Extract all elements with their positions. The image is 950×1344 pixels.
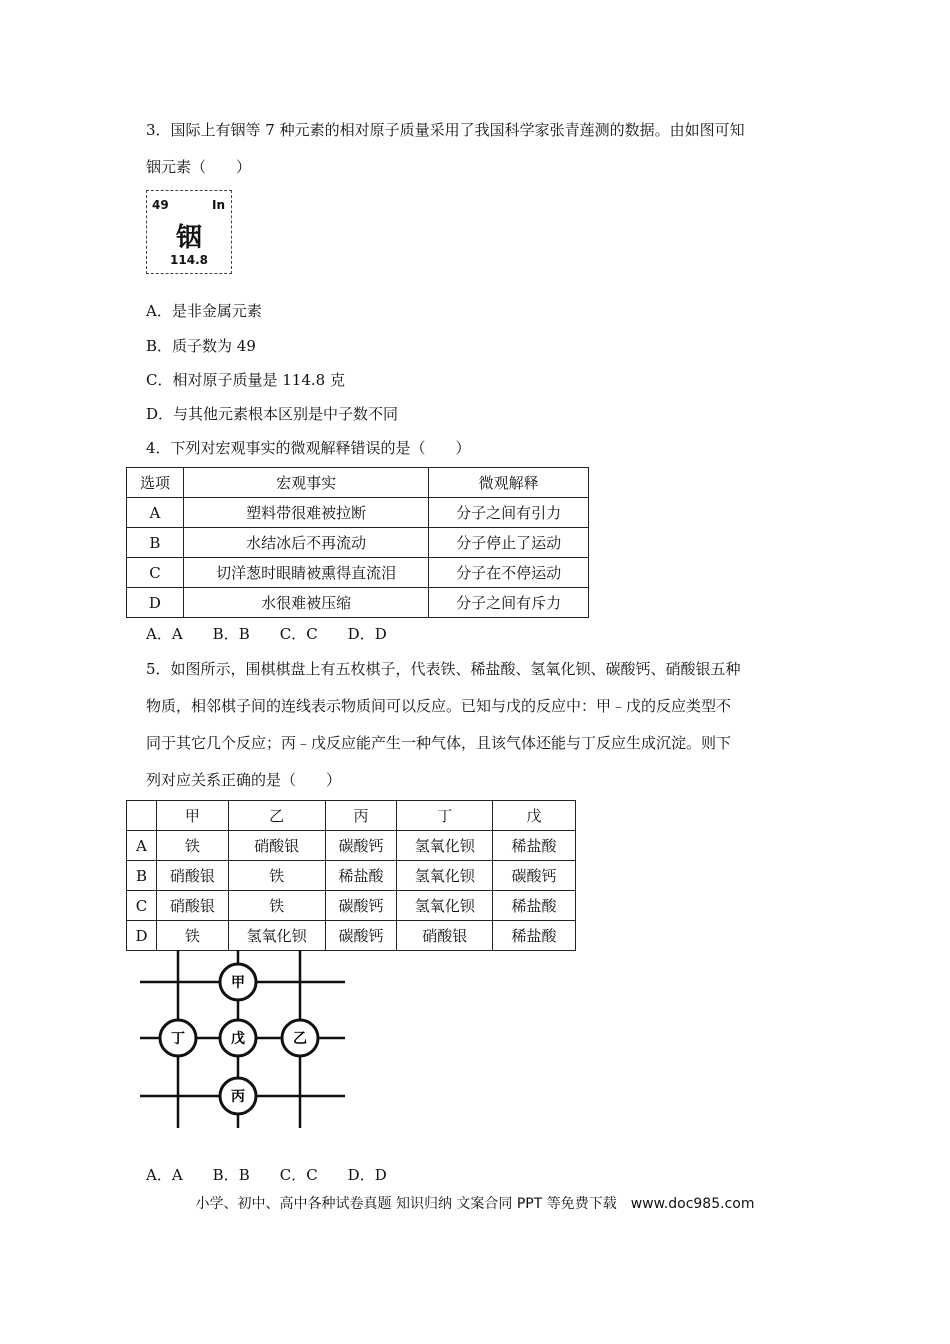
table-row [127,558,589,588]
q3-option-c: C．相对原子质量是 114.8 克 [146,371,345,389]
table-cell: 氢氧化钡 [397,831,493,861]
stone-center [220,1020,256,1056]
element-symbol: In [211,198,225,212]
q5-stem-line4: 列对应关系正确的是（ ） [146,771,342,789]
table-header-row [127,801,576,831]
q4-table [126,467,589,618]
table-cell: 硝酸银 [156,891,228,921]
table-cell: 铁 [228,891,325,921]
q5-table [126,800,576,951]
element-name: 铟 [175,223,202,253]
table-cell: 碳酸钙 [325,921,397,951]
table-cell: 硝酸银 [397,921,493,951]
stone-label: 乙 [293,1031,307,1047]
header-cell: 丁 [397,801,493,831]
table-cell: A [127,831,157,861]
table-cell: 铁 [156,831,228,861]
q3-option-d: D．与其他元素根本区别是中子数不同 [146,405,399,423]
table-cell: 水结冰后不再流动 [183,528,428,558]
q4-answer-options: A．A B．B C．C D．D [146,625,387,643]
stone-right [282,1020,318,1056]
table-row [127,831,576,861]
table-cell: 铁 [228,861,325,891]
table-cell: 稀盐酸 [493,831,576,861]
q3-stem-line1: 3．国际上有铟等 7 种元素的相对原子质量采用了我国科学家张青莲测的数据。由如图可知 [146,121,745,139]
table-cell: 铁 [156,921,228,951]
table-cell: C [127,558,184,588]
table-cell: 硝酸银 [228,831,325,861]
table-row [127,588,589,618]
stone-left [160,1020,196,1056]
table-cell: 碳酸钙 [325,831,397,861]
header-cell: 选项 [127,468,184,498]
table-cell: 分子之间有引力 [429,498,589,528]
table-cell: B [127,861,157,891]
q5-stem-line3: 同于其它几个反应；丙﹣戊反应能产生一种气体，且该气体还能与丁反应生成沉淀。则下 [146,734,732,752]
table-cell: 稀盐酸 [493,891,576,921]
table-cell: C [127,891,157,921]
table-cell: A [127,498,184,528]
stone-top [220,964,256,1000]
q4-stem: 4．下列对宏观事实的微观解释错误的是（ ） [146,439,471,457]
q5-answer-options: A．A B．B C．C D．D [146,1166,387,1184]
stone-label: 甲 [231,975,245,991]
header-cell: 甲 [156,801,228,831]
table-cell: D [127,921,157,951]
stone-label: 丙 [231,1089,245,1105]
table-header-row [127,468,589,498]
table-cell: 分子在不停运动 [429,558,589,588]
table-cell: 氢氧化钡 [397,891,493,921]
q3-stem-line2: 铟元素（ ） [146,158,252,176]
q3-option-a: A．是非金属元素 [146,302,262,320]
table-cell: 塑料带很难被拉断 [183,498,428,528]
table-cell: 水很难被压缩 [183,588,428,618]
table-cell: 碳酸钙 [325,891,397,921]
table-cell: D [127,588,184,618]
table-cell: 碳酸钙 [493,861,576,891]
element-card-indium [146,190,232,274]
header-cell [127,801,157,831]
table-cell: B [127,528,184,558]
table-cell: 氢氧化钡 [397,861,493,891]
header-cell: 乙 [228,801,325,831]
table-cell: 稀盐酸 [325,861,397,891]
q5-stem-line2: 物质，相邻棋子间的连线表示物质间可以反应。已知与戊的反应中：甲﹣戊的反应类型不 [146,697,732,715]
header-cell: 丙 [325,801,397,831]
table-row [127,498,589,528]
table-row [127,921,576,951]
header-cell: 微观解释 [429,468,589,498]
header-cell: 戊 [493,801,576,831]
table-row [127,891,576,921]
header-cell: 宏观事实 [183,468,428,498]
table-cell: 稀盐酸 [493,921,576,951]
q5-stem-line1: 5．如图所示，围棋棋盘上有五枚棋子，代表铁、稀盐酸、氢氧化钡、碳酸钙、硝酸银五种 [146,660,741,678]
page-footer: 小学、初中、高中各种试卷真题 知识归纳 文案合同 PPT 等免费下载 www.doc985.com [195,1196,755,1212]
table-row [127,528,589,558]
atomic-number: 49 [152,198,169,212]
table-cell: 切洋葱时眼睛被熏得直流泪 [183,558,428,588]
q3-option-b: B．质子数为 49 [146,337,256,355]
go-board-diagram [140,950,345,1128]
stone-bottom [220,1078,256,1114]
stone-label: 丁 [171,1031,185,1047]
atomic-mass: 114.8 [170,253,208,267]
table-cell: 分子停止了运动 [429,528,589,558]
table-cell: 分子之间有斥力 [429,588,589,618]
table-cell: 硝酸银 [156,861,228,891]
table-cell: 氢氧化钡 [228,921,325,951]
stone-label: 戊 [231,1031,245,1047]
table-row [127,861,576,891]
